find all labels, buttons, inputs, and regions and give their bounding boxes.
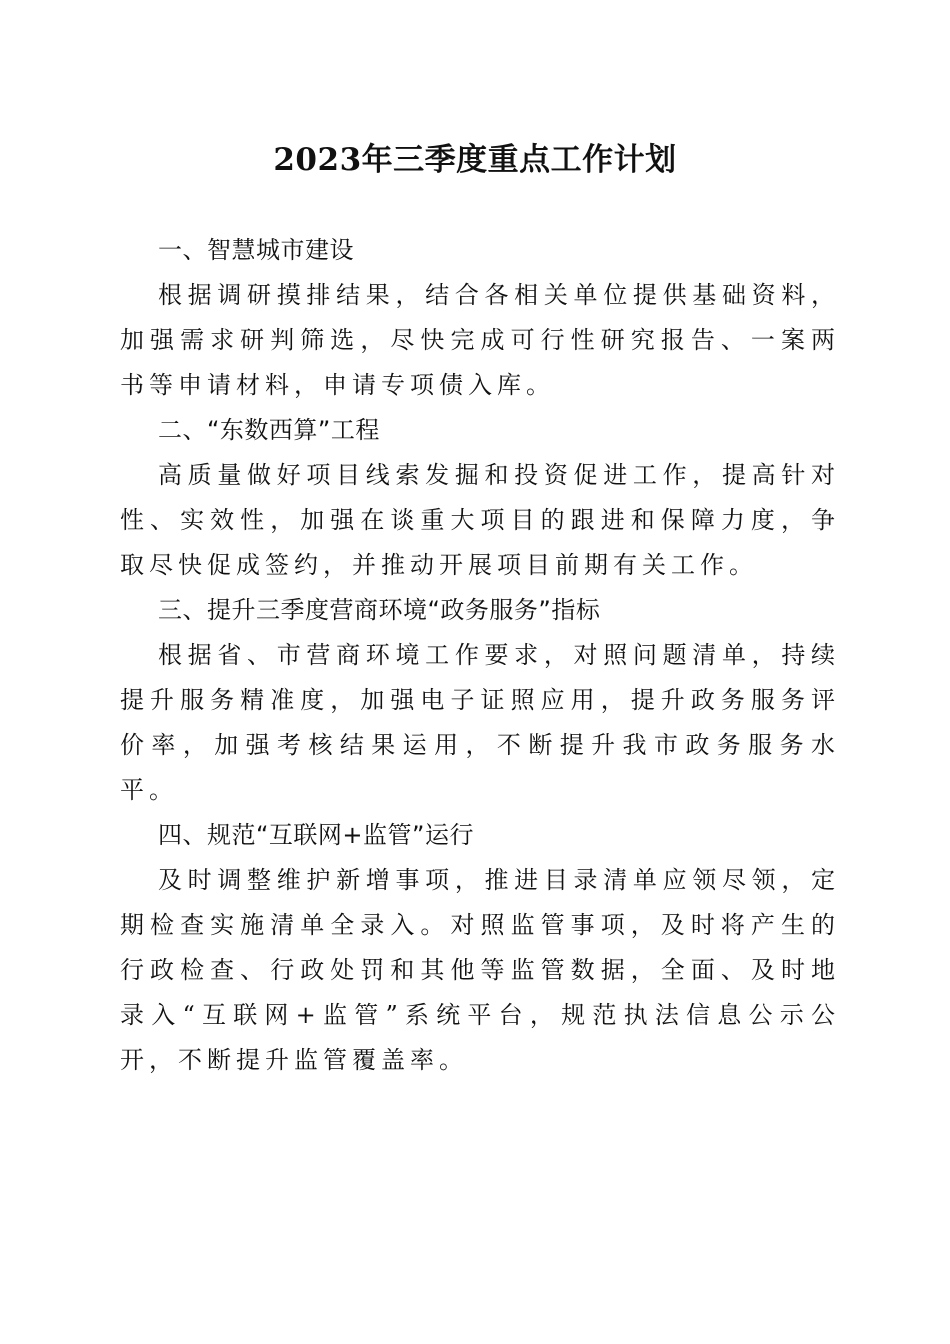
- section-paragraph: 根据省、市营商环境工作要求，对照问题清单，持续提升服务精准度，加强电子证照应用，提升政务服务评价率，加强考核结果运用，不断提升我市政务服务水平。: [120, 641, 840, 804]
- section-heading: 二、“东数西算”工程: [158, 416, 380, 444]
- section-east-data-west-computing: [120, 408, 840, 588]
- section-paragraph: 根据调研摸排结果，结合各相关单位提供基础资料，加强需求研判筛选，尽快完成可行性研究报告、一案两书等申请材料，申请专项债入库。: [120, 281, 840, 399]
- section-internet-plus-supervision: [120, 813, 840, 1083]
- section-business-environment: [120, 588, 840, 813]
- document-title: 2023年三季度重点工作计划: [273, 142, 677, 178]
- section-smart-city: [120, 228, 840, 408]
- section-heading: 四、规范“互联网+监管”运行: [158, 821, 474, 849]
- section-paragraph: 高质量做好项目线索发掘和投资促进工作，提高针对性、实效性，加强在谈重大项目的跟进和保障力度，争取尽快促成签约，并推动开展项目前期有关工作。: [120, 461, 840, 579]
- document-body: [120, 228, 840, 1083]
- section-heading: 三、提升三季度营商环境“政务服务”指标: [158, 596, 601, 624]
- section-paragraph: 及时调整维护新增事项，推进目录清单应领尽领，定期检查实施清单全录入。对照监管事项，及时将产生的行政检查、行政处罚和其他等监管数据，全面、及时地录入“互联网+监管”系统平台，规范执法信息公示公开，不断提升监管覆盖率。: [120, 866, 840, 1074]
- section-heading: 一、智慧城市建设: [158, 236, 354, 264]
